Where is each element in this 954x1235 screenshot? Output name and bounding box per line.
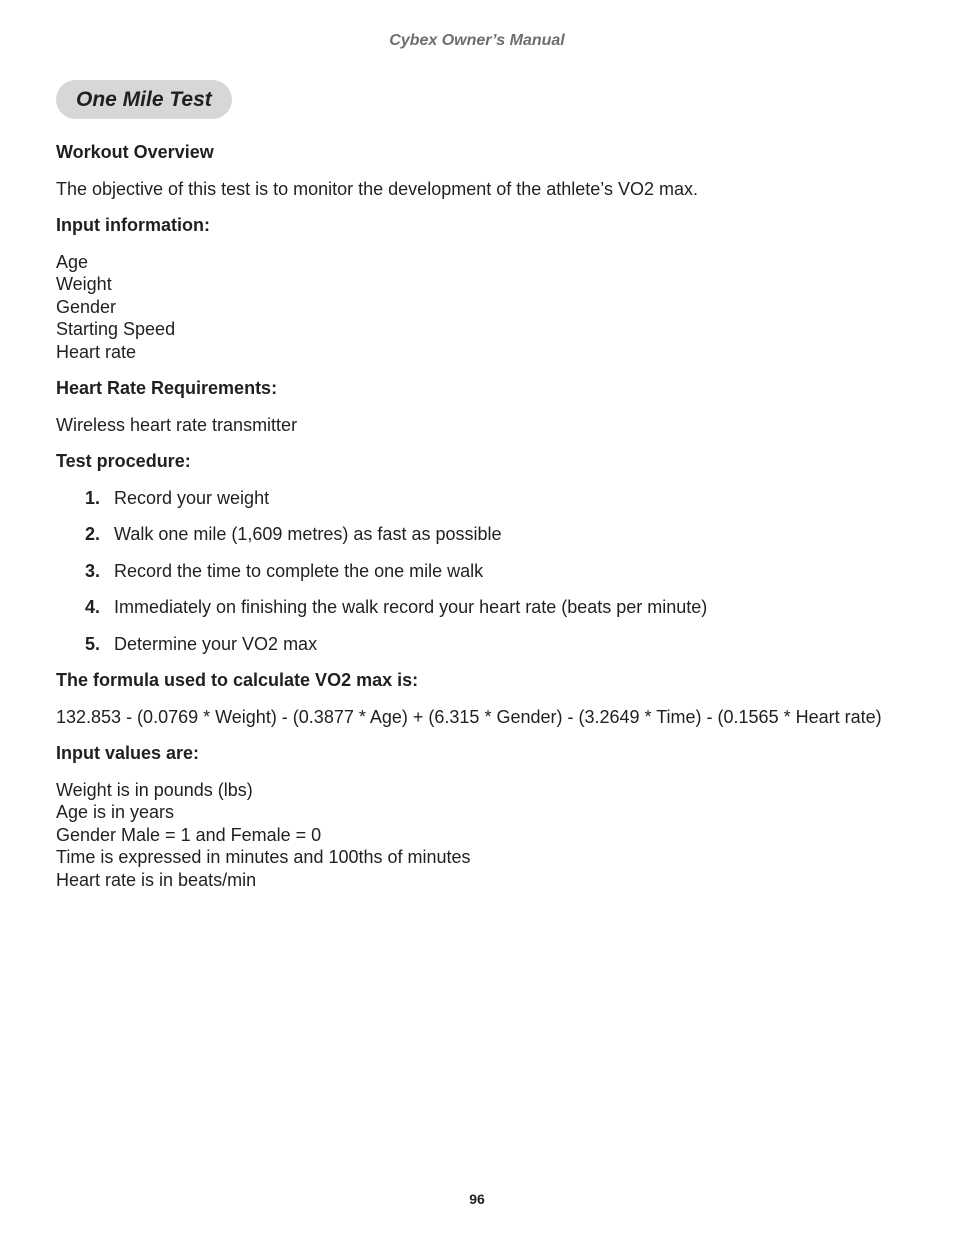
running-header: Cybex Owner’s Manual <box>389 32 565 49</box>
input-values-heading: Input values are: <box>56 743 200 763</box>
step-number: 1. <box>85 487 101 508</box>
input-item: Gender <box>56 296 117 317</box>
step-text: Determine your VO2 max <box>114 633 318 654</box>
workout-overview-heading: Workout Overview <box>56 142 214 162</box>
procedure-step <box>56 633 896 656</box>
page-title: One Mile Test <box>56 80 232 119</box>
procedure-step <box>56 487 896 510</box>
input-information-list <box>56 251 896 364</box>
input-value-item: Weight is in pounds (lbs) <box>56 779 253 800</box>
heart-rate-requirements-heading: Heart Rate Requirements: <box>56 378 278 398</box>
input-item: Heart rate <box>56 341 137 362</box>
formula-text: 132.853 - (0.0769 * Weight) - (0.3877 * Age) + (6.315 * Gender) - (3.2649 * Time) - (0.1565 * Heart rate) <box>56 706 882 727</box>
procedure-step <box>56 560 896 583</box>
step-text: Immediately on finishing the walk record your heart rate (beats per minute) <box>114 597 708 617</box>
input-item: Weight <box>56 274 112 294</box>
input-information-heading: Input information: <box>56 215 210 235</box>
input-values-list <box>56 779 896 892</box>
test-procedure-list <box>56 487 896 656</box>
test-procedure-heading: Test procedure: <box>56 451 191 471</box>
procedure-step <box>56 523 896 546</box>
input-item: Age <box>56 251 89 272</box>
input-item: Starting Speed <box>56 319 176 339</box>
step-number: 3. <box>85 560 101 581</box>
step-text: Record the time to complete the one mile walk <box>114 560 484 581</box>
step-text: Record your weight <box>114 487 270 508</box>
heart-rate-requirements-text: Wireless heart rate transmitter <box>56 414 298 435</box>
step-number: 4. <box>85 597 101 617</box>
input-value-item: Heart rate is in beats/min <box>56 869 257 890</box>
procedure-step <box>56 596 896 619</box>
input-value-item: Time is expressed in minutes and 100ths of minutes <box>56 847 471 867</box>
step-text: Walk one mile (1,609 metres) as fast as possible <box>114 524 502 544</box>
step-number: 5. <box>85 633 101 654</box>
step-number: 2. <box>85 524 101 544</box>
formula-heading: The formula used to calculate VO2 max is: <box>56 670 419 690</box>
page-number: 96 <box>469 1191 485 1207</box>
main-content <box>56 141 896 905</box>
input-value-item: Age is in years <box>56 802 175 822</box>
input-value-item: Gender Male = 1 and Female = 0 <box>56 824 322 845</box>
workout-overview-text: The objective of this test is to monitor the development of the athlete’s VO2 max. <box>56 178 699 199</box>
